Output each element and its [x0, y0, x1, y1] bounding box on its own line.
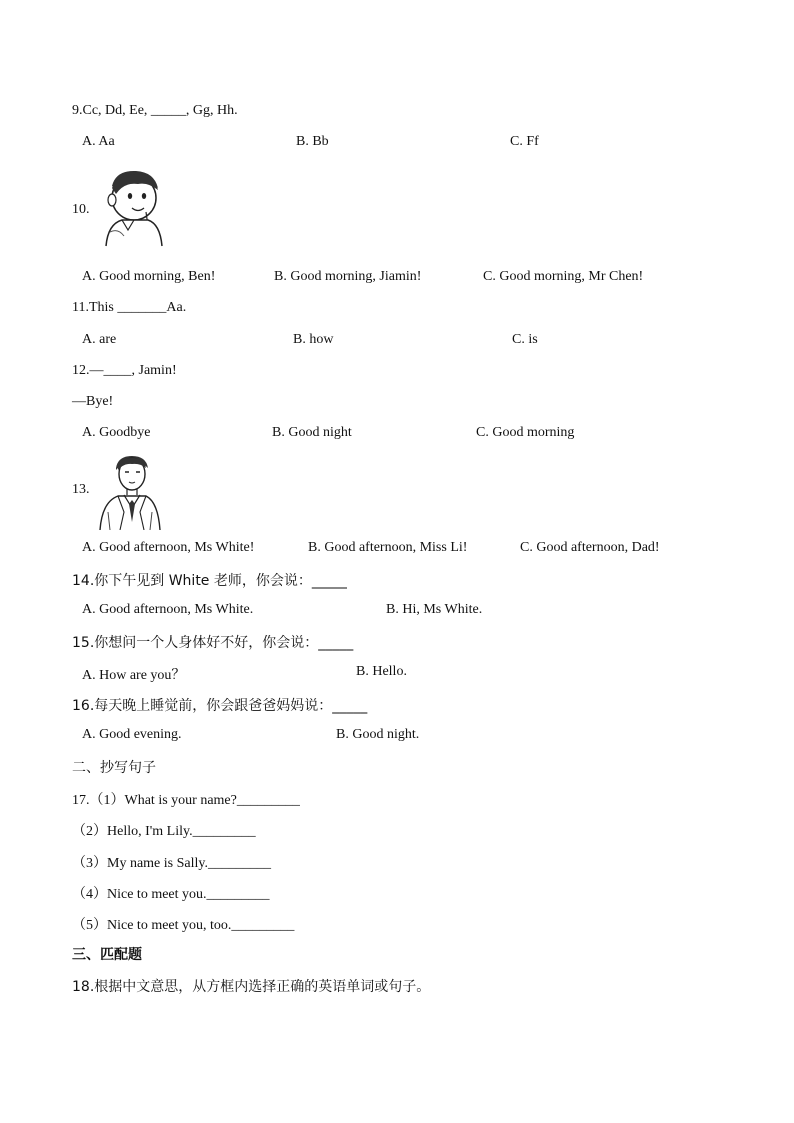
question-15-option-b[interactable]: B. Hello. [356, 664, 407, 679]
question-14-option-b[interactable]: B. Hi, Ms White. [386, 602, 483, 617]
question-17-item-5: （5）Nice to meet you, too._________ [72, 918, 295, 933]
question-9-stem: 9.Cc, Dd, Ee, _____, Gg, Hh. [72, 103, 238, 118]
man-in-suit-icon [98, 452, 162, 530]
question-18-stem: 18.根据中文意思，从方框内选择正确的英语单词或句子。 [72, 979, 431, 995]
question-17-item-2: （2）Hello, I'm Lily._________ [72, 824, 256, 839]
question-11-stem: 11.This _______Aa. [72, 300, 187, 315]
question-10-option-c[interactable]: C. Good morning, Mr Chen! [483, 269, 644, 284]
question-12-option-c[interactable]: C. Good morning [476, 425, 575, 440]
question-10-option-a[interactable]: A. Good morning, Ben! [82, 269, 216, 284]
question-13-option-c[interactable]: C. Good afternoon, Dad! [520, 540, 660, 555]
question-16-stem: 16.每天晚上睡觉前，你会跟爸爸妈妈说：_____ [72, 698, 368, 714]
question-16-option-b[interactable]: B. Good night. [336, 727, 420, 742]
question-9-option-a[interactable]: A. Aa [82, 134, 115, 149]
question-15-option-a[interactable]: A. How are you？ [82, 668, 186, 683]
question-14-stem: 14.你下午见到 White 老师，你会说：_____ [72, 573, 347, 589]
question-9-option-c[interactable]: C. Ff [510, 134, 539, 149]
question-13-option-a[interactable]: A. Good afternoon, Ms White! [82, 540, 255, 555]
question-16-option-a[interactable]: A. Good evening. [82, 727, 182, 742]
question-17-item-1: 17.（1）What is your name?_________ [72, 793, 300, 808]
question-10-option-b[interactable]: B. Good morning, Jiamin! [274, 269, 422, 284]
question-17-item-3: （3）My name is Sally._________ [72, 856, 271, 871]
question-10-number: 10. [72, 202, 90, 217]
question-13-number: 13. [72, 482, 90, 497]
question-12-option-b[interactable]: B. Good night [272, 425, 352, 440]
question-11-option-a[interactable]: A. are [82, 332, 117, 347]
boy-waving-icon [98, 166, 168, 248]
section-2-title: 二、抄写句子 [72, 760, 156, 776]
question-15-stem: 15.你想问一个人身体好不好，你会说：_____ [72, 635, 354, 651]
question-12-stem: 12.—____, Jamin! [72, 363, 177, 378]
question-12-reply: —Bye! [72, 394, 114, 409]
question-9-option-b[interactable]: B. Bb [296, 134, 329, 149]
question-14-option-a[interactable]: A. Good afternoon, Ms White. [82, 602, 254, 617]
question-12-option-a[interactable]: A. Goodbye [82, 425, 151, 440]
question-11-option-b[interactable]: B. how [293, 332, 334, 347]
section-3-title: 三、匹配题 [72, 947, 142, 963]
question-11-option-c[interactable]: C. is [512, 332, 538, 347]
question-13-option-b[interactable]: B. Good afternoon, Miss Li! [308, 540, 468, 555]
question-17-item-4: （4）Nice to meet you._________ [72, 887, 270, 902]
